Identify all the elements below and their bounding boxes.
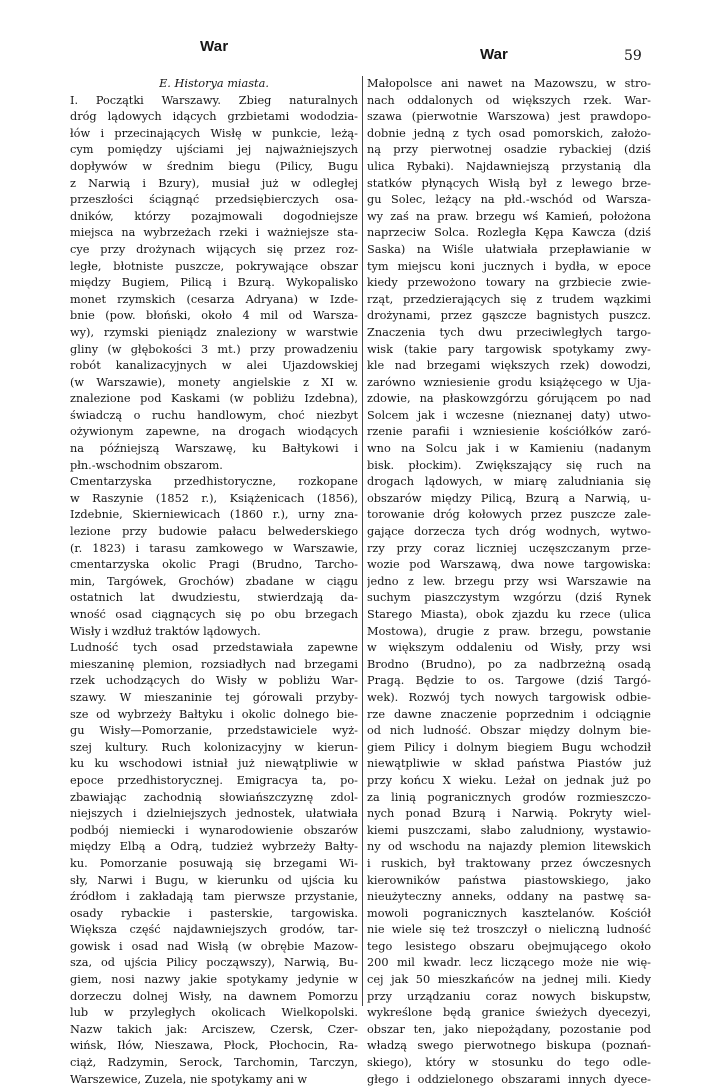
text-line: giem Pilicy i dolnym biegiem Bugu wchodził [367, 740, 651, 754]
text-line: drożynami, przez gąszcze bagnistych puszcz. [367, 309, 651, 323]
text-line: sza, od ujścia Pilicy począwszy), Narwią, Bu- [70, 956, 358, 970]
text-line: kierowników państwa piastowskiego, jako [367, 873, 651, 887]
text-line: wno na Solcu jak i w Kamieniu (nadanym [367, 442, 651, 456]
text-line: wy), rzymski pieniądz znaleziony w warstwie [70, 325, 358, 339]
text-line: przeszłości ściągnąć przedsiębierczych osa- [70, 193, 358, 207]
text-line: gliny (w głębokości 3 mt.) przy prowadzeniu [70, 342, 358, 356]
text-line: 200 mil kwadr. lecz liczącego może nie wię- [367, 956, 651, 970]
text-line: szawy. W mieszaninie tej górowali przyby- [70, 690, 358, 704]
text-line: min, Targówek, Grochów) zbadane w ciągu [70, 574, 358, 588]
text-line: bnie (pow. błoński, około 4 mil od Warsza- [70, 309, 358, 323]
text-line: Izdebnie, Skierniewicach (1860 r.), urny zna- [70, 508, 358, 522]
text-line: niewątpliwie w skład państwa Piastów już [367, 757, 651, 771]
text-line: obszar ten, jako niepożądany, pozostanie pod [367, 1022, 651, 1036]
text-line: między Bugiem, Pilicą i Bzurą. Wykopalisko [70, 276, 358, 290]
text-line: zdowie, na płaskowzgórzu górującem po nad [367, 392, 651, 406]
text-line: Warszewice, Zuzela, nie spotykamy ani w [70, 1072, 308, 1086]
text-line: Cmentarzyska przedhistoryczne, rozkopane [70, 475, 358, 489]
text-line: w większym oddaleniu od Wisły, przy wsi [367, 641, 651, 655]
text-line: lezione przy budowie pałacu belwederskiego [70, 525, 358, 539]
text-line: Małopolsce ani nawet na Mazowszu, w stro- [367, 77, 651, 90]
text-line: źródłom i zakładają tam pierwsze przystanie, [70, 890, 358, 904]
right-text-column [362, 76, 651, 1086]
text-line: ległe, błotniste puszcze, pokrywające obszar [70, 259, 358, 273]
text-line: rzek uchodzących do Wisły w pobliżu War- [70, 674, 358, 688]
section-title: E. Historya miasta. [159, 77, 269, 90]
text-line: giem, nosi nazwy jakie spotykamy jedynie w [70, 973, 358, 987]
text-line: dróg lądowych idących grzbietami wododzia- [70, 110, 358, 124]
text-line: wność osad ciągnących się po obu brzegach [70, 608, 358, 621]
text-line: suchym piaszczystym wzgórzu (dziś Rynek [367, 591, 651, 605]
text-line: cye przy drożynach wijących się przez roz- [70, 242, 358, 256]
text-line: szawa (pierwotnie Warszowa) jest prawdopo- [367, 110, 651, 124]
text-line: obszarów między Pilicą, Bzurą a Narwią, u- [367, 491, 651, 505]
text-line: Wisły i wzdłuż traktów lądowych. [70, 624, 261, 638]
text-line: dopływów w średnim biegu (Pilicy, Bugu [70, 159, 358, 173]
text-line: monet rzymskich (cesarza Adryana) w Izde- [70, 292, 358, 306]
text-line: dników, którzy pozajmowali dogodniejsze [70, 209, 358, 223]
text-line: łów i przecinających Wisłę w punkcie, leżą- [70, 126, 358, 140]
text-line: sły, Narwi i Bugu, w kierunku od ujścia ku [70, 873, 358, 887]
text-line: Solcem jak i wczesne (nieznanej daty) utwo- [367, 408, 651, 422]
text-line: ną przy pierwotnej osadzie rybackiej (dziś [367, 143, 651, 157]
text-line: lub w przyległych okolicach Wielkopolski. [70, 1006, 358, 1020]
text-line: mowoli pogranicznych kasztelanów. Kościół [367, 906, 651, 920]
text-line: Mostowa), drugie z praw. brzegu, powstanie [367, 624, 651, 638]
text-line: nieużyteczny anneks, oddany na pastwę sa- [367, 890, 651, 904]
text-line: gowisk i osad nad Wisłą (w obrębie Mazow- [70, 939, 358, 953]
text-line: płn.-wschodnim obszarom. [70, 458, 223, 472]
text-line: nie wiele się też troszczył o nieliczną ludność [367, 923, 651, 937]
text-line: Ludność tych osad przedstawiała zapewne [70, 641, 358, 655]
text-line: od nich ludność. Obszar między dolnym bie- [367, 724, 651, 738]
text-line: w Raszynie (1852 r.), Książenicach (1856), [70, 491, 358, 505]
text-line: podbój niemiecki i wynarodowienie obszarów [70, 823, 358, 837]
text-line: z Narwią i Bzury), musiał już w odległej [70, 176, 358, 190]
text-line: Pragą. Będzie to os. Targowe (dziś Targó- [367, 674, 651, 688]
text-line: statków płynących Wisłą był z lewego brze- [367, 176, 651, 190]
text-line: torowanie dróg kołowych przez puszcze zale- [367, 508, 651, 522]
text-line: wozie pod Warszawą, dwa nowe targowiska: [367, 558, 651, 572]
running-head-center: War [480, 46, 508, 63]
text-line: kiemi puszczami, słabo zaludniony, wystawio- [367, 823, 651, 837]
text-line: ostatnich lat dwudziestu, stwierdzają da- [70, 591, 358, 605]
text-line: i ruskich, był traktowany przez ówczesnych [367, 856, 651, 870]
text-line: gu Solec, leżący na płd.-wschód od Warsza- [367, 193, 651, 207]
text-line: wykreślone będą granice świeżych dyecezyi, [367, 1006, 651, 1020]
text-line: szej kultury. Ruch kolonizacyjny w kierun- [70, 740, 358, 754]
text-line: rze dawne znaczenie poprzednim i odciągnie [367, 707, 651, 721]
text-line: nach oddalonych od większych rzek. War- [367, 93, 651, 107]
text-line: znalezione pod Kaskami (w pobliżu Izdebna), [70, 392, 358, 406]
left-column-lines [70, 93, 358, 1088]
text-line: Znaczenia tych dwu przeciwległych targo- [367, 325, 651, 339]
text-line: ku. Pomorzanie posuwają się brzegami Wi- [70, 856, 358, 870]
text-line: cej jak 50 mieszkańców na jednej mili. Kiedy [367, 973, 651, 987]
text-line: tym miejscu koni jucznych i bydła, w epoce [367, 259, 651, 273]
text-line: kle nad brzegami większych rzek) dowodzi, [367, 359, 651, 373]
text-line: władzą swego pierwotnego biskupa (poznań- [367, 1039, 651, 1053]
text-line: zarówno wzniesienie grodu książęcego w Uja- [367, 375, 651, 389]
text-line: wek). Rozwój tych nowych targowisk odbie- [367, 690, 651, 704]
right-column-lines [367, 76, 651, 1088]
left-text-column [70, 76, 358, 1088]
text-line: skiego), który w stosunku do tego odle- [367, 1056, 651, 1070]
text-line: Starego Miasta), obok zjazdu ku rzece (ulica [367, 608, 651, 621]
text-line: rząt, przedzierających się z trudem wązkimi [367, 292, 651, 306]
text-line: jedno z lew. brzegu przy wsi Warszawie na [367, 574, 651, 588]
text-line: dobnie jedną z tych osad pomorskich, założo- [367, 126, 651, 140]
text-line: Nazw takich jak: Arciszew, Czersk, Czer- [70, 1022, 358, 1036]
text-line: sze od wybrzeży Bałtyku i okolic dolnego bie- [70, 707, 358, 721]
text-line: Saska) na Wiśle ułatwiała przepławianie w [367, 242, 651, 256]
text-line: ożywionym zapewne, na drogach wiodących [70, 425, 358, 439]
text-line: (r. 1823) i tarasu zamkowego w Warszawie, [70, 541, 358, 555]
text-line: gające dorzecza tych dróg wodnych, wytwo- [367, 525, 651, 539]
text-line: cmentarzyska okolic Pragi (Brudno, Tarcho- [70, 558, 358, 572]
text-line: dorzeczu dolnej Wisły, na dawnem Pomorzu [70, 989, 358, 1003]
text-line: wińsk, Iłów, Nieszawa, Płock, Płochocin, Ra- [70, 1039, 358, 1053]
text-line: wy zaś na praw. brzegu wś Kamień, położona [367, 209, 651, 223]
running-head-left: War [200, 38, 229, 55]
text-line: wisk (takie pary targowisk spotykamy zwy- [367, 342, 651, 356]
text-line: za linią pogranicznych grodów rozmieszczo- [367, 790, 651, 804]
text-line: świadczą o ruchu handlowym, choć niezbyt [70, 408, 358, 422]
text-line: mieszaninę plemion, rozsiadłych nad brzegami [70, 657, 358, 671]
text-line: cym pomiędzy ujściami jej najważniejszych [70, 143, 358, 157]
text-line: miejsca na wybrzeżach rzeki i ważniejsze sta- [70, 226, 358, 240]
text-line: epoce przedhistorycznej. Emigracya ta, po- [70, 773, 358, 787]
text-line: głego i oddzielonego obszarami innych dyece- [367, 1072, 651, 1086]
text-line: osady rybackie i pasterskie, targowiska. [70, 906, 358, 920]
text-line: niejszych i dzielniejszych jednostek, ułatwiała [70, 807, 358, 821]
text-line: ny od wschodu na najazdy plemion litewskich [367, 840, 651, 854]
text-line: rzenie parafii i wzniesienie kościółków zaró- [367, 425, 651, 439]
text-line: gu Wisły—Pomorzanie, przedstawiciele wyż- [70, 724, 358, 738]
text-line: (w Warszawie), monety angielskie z XI w. [70, 375, 358, 389]
text-line: Brodno (Brudno), po za nadbrzeżną osadą [367, 657, 651, 671]
text-line: I. Początki Warszawy. Zbieg naturalnych [70, 93, 358, 107]
text-line: zbawiając zachodnią słowiańszczyznę zdol- [70, 790, 358, 804]
text-line: między Elbą a Odrą, tudzież wybrzeży Bałty- [70, 840, 358, 854]
text-line: nych ponad Bzurą i Narwią. Pokryty wiel- [367, 807, 651, 821]
text-line: ulica Rybaki). Najdawniejszą przystanią dla [367, 159, 651, 173]
text-line: kiedy przewożono towary na grzbiecie zwie- [367, 276, 651, 290]
text-line: bisk. płockim). Zwiększający się ruch na [367, 458, 651, 472]
text-line: ku ku wschodowi istniał już niewątpliwie w [70, 757, 358, 771]
text-line: drogach lądowych, w miarę zaludniania się [367, 475, 651, 489]
text-line: Większa część najdawniejszych grodów, tar- [70, 923, 358, 937]
text-line: przy urządzaniu coraz nowych biskupstw, [367, 989, 651, 1003]
text-line: robót kanalizacyjnych w alei Ujazdowskiej [70, 359, 358, 373]
text-line: na późniejszą Warszawę, ku Bałtykowi i [70, 442, 358, 456]
text-line: ciąż, Radzymin, Serock, Tarchomin, Tarczyn, [70, 1056, 358, 1070]
page-number: 59 [624, 48, 642, 64]
text-line: przy końcu X wieku. Leżał on jednak już po [367, 773, 651, 787]
text-line: rzy przy coraz liczniej uczęszczanym prze- [367, 541, 651, 555]
text-line: naprzeciw Solca. Rozległa Kępa Kawcza (dziś [367, 226, 651, 240]
text-line: tego lesistego obszaru obejmującego około [367, 939, 651, 953]
